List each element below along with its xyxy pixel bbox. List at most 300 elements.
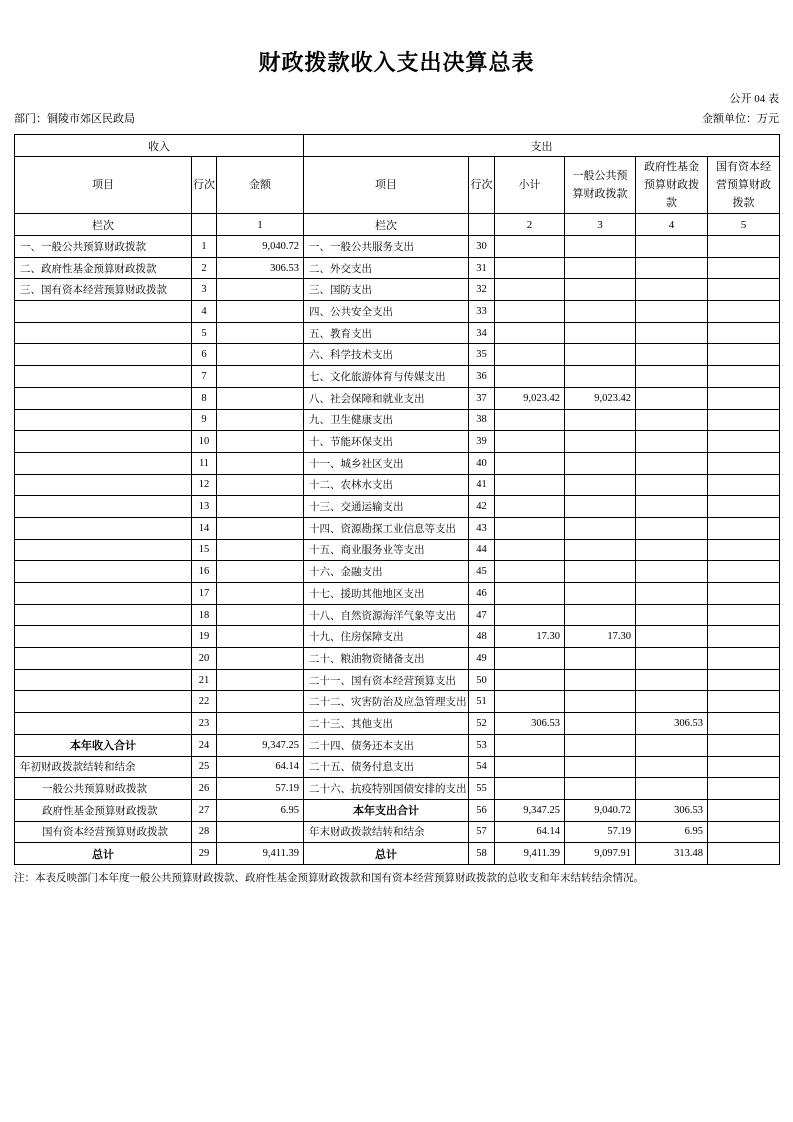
expense-govfund-cell [636,691,708,713]
table-row [15,669,780,691]
expense-general-cell [565,561,636,583]
income-rowno-cell: 22 [192,691,217,713]
expense-govfund-cell: 313.48 [636,843,708,865]
expense-general-cell [565,322,636,344]
expense-general-cell [565,366,636,388]
expense-general-cell [565,669,636,691]
income-rowno-cell: 19 [192,626,217,648]
expense-item-cell: 十五、商业服务业等支出 [304,539,469,561]
expense-general-cell [565,583,636,605]
income-item-cell [15,322,192,344]
income-section-header: 收入 [15,135,304,157]
col-general-budget: 一般公共预算财政拨款 [565,157,636,214]
income-amount-cell: 9,347.25 [217,734,304,756]
expense-general-cell [565,279,636,301]
expense-statecapital-cell [708,648,780,670]
table-row [15,734,780,756]
table-row [15,626,780,648]
expense-rowno-cell: 55 [469,778,495,800]
income-amount-cell [217,474,304,496]
table-row [15,236,780,258]
expense-rowno-cell: 53 [469,734,495,756]
income-amount-cell [217,322,304,344]
expense-item-cell: 年末财政拨款结转和结余 [304,821,469,843]
col-num-1: 1 [217,214,304,236]
col-gov-fund: 政府性基金预算财政拨款 [636,157,708,214]
expense-subtotal-cell: 306.53 [495,713,565,735]
table-row [15,691,780,713]
income-amount-cell [217,452,304,474]
table-row [15,387,780,409]
expense-subtotal-cell: 64.14 [495,821,565,843]
expense-rowno-cell: 48 [469,626,495,648]
income-item-cell [15,561,192,583]
income-rowno-cell: 27 [192,799,217,821]
income-amount-cell: 306.53 [217,257,304,279]
expense-govfund-cell [636,583,708,605]
lanci-expense-blank [469,214,495,236]
income-item-cell [15,474,192,496]
expense-govfund-cell [636,409,708,431]
income-item-cell [15,496,192,518]
expense-subtotal-cell [495,496,565,518]
expense-rowno-cell: 41 [469,474,495,496]
income-item-cell [15,387,192,409]
income-item-cell [15,431,192,453]
table-row [15,431,780,453]
expense-subtotal-cell [495,669,565,691]
income-rowno-cell: 24 [192,734,217,756]
expense-item-cell: 二十六、抗疫特别国债安排的支出 [304,778,469,800]
table-row [15,517,780,539]
expense-item-cell: 九、卫生健康支出 [304,409,469,431]
expense-general-cell [565,409,636,431]
lanci-income-blank [192,214,217,236]
table-row [15,778,780,800]
expense-subtotal-cell [495,648,565,670]
expense-rowno-cell: 37 [469,387,495,409]
expense-govfund-cell [636,561,708,583]
table-row [15,561,780,583]
income-rowno-cell: 21 [192,669,217,691]
expense-govfund-cell [636,669,708,691]
table-row [15,756,780,778]
income-item-cell [15,452,192,474]
expense-general-cell [565,691,636,713]
department-label: 部门：铜陵市郊区民政局 [14,113,135,125]
expense-govfund-cell [636,344,708,366]
expense-govfund-cell [636,322,708,344]
expense-subtotal-cell: 17.30 [495,626,565,648]
expense-subtotal-cell [495,366,565,388]
expense-item-cell: 一、一般公共服务支出 [304,236,469,258]
expense-general-cell [565,604,636,626]
lanci-income: 栏次 [15,214,192,236]
expense-statecapital-cell [708,539,780,561]
table-row [15,799,780,821]
expense-govfund-cell [636,474,708,496]
expense-general-cell [565,778,636,800]
expense-govfund-cell: 6.95 [636,821,708,843]
income-rowno-cell: 12 [192,474,217,496]
expense-item-cell: 十九、住房保障支出 [304,626,469,648]
income-amount-cell: 9,040.72 [217,236,304,258]
expense-item-cell: 十八、自然资源海洋气象等支出 [304,604,469,626]
expense-rowno-cell: 54 [469,756,495,778]
expense-subtotal-cell [495,517,565,539]
income-amount-cell: 57.19 [217,778,304,800]
income-amount-cell [217,301,304,323]
table-body [15,236,780,865]
expense-govfund-cell [636,756,708,778]
expense-statecapital-cell [708,756,780,778]
page-title: 财政拨款收入支出决算总表 [258,50,535,75]
expense-general-cell [565,539,636,561]
expense-rowno-cell: 45 [469,561,495,583]
expense-subtotal-cell [495,778,565,800]
table-row [15,409,780,431]
income-amount-cell [217,496,304,518]
col-expense-rowno: 行次 [469,157,495,214]
expense-rowno-cell: 32 [469,279,495,301]
expense-item-cell: 十二、农林水支出 [304,474,469,496]
expense-item-cell: 十六、金融支出 [304,561,469,583]
expense-statecapital-cell [708,387,780,409]
table-row [15,583,780,605]
income-item-cell: 政府性基金预算财政拨款 [15,799,192,821]
expense-rowno-cell: 56 [469,799,495,821]
expense-general-cell [565,648,636,670]
income-amount-cell [217,821,304,843]
expense-general-cell: 9,097.91 [565,843,636,865]
expense-rowno-cell: 58 [469,843,495,865]
col-num-4: 4 [636,214,708,236]
expense-item-cell: 本年支出合计 [304,799,469,821]
budget-table [14,134,780,865]
expense-subtotal-cell [495,236,565,258]
expense-rowno-cell: 50 [469,669,495,691]
expense-subtotal-cell [495,409,565,431]
table-row [15,257,780,279]
income-rowno-cell: 13 [192,496,217,518]
income-item-cell: 三、国有资本经营预算财政拨款 [15,279,192,301]
expense-subtotal-cell [495,604,565,626]
expense-item-cell: 十四、资源勘探工业信息等支出 [304,517,469,539]
expense-subtotal-cell [495,691,565,713]
income-item-cell [15,301,192,323]
expense-govfund-cell [636,496,708,518]
expense-item-cell: 二十五、债务付息支出 [304,756,469,778]
expense-govfund-cell [636,257,708,279]
income-amount-cell [217,691,304,713]
unit-label: 金额单位：万元 [702,113,779,125]
income-amount-cell [217,713,304,735]
expense-general-cell [565,301,636,323]
expense-statecapital-cell [708,691,780,713]
expense-item-cell: 六、科学技术支出 [304,344,469,366]
expense-govfund-cell [636,539,708,561]
income-amount-cell [217,583,304,605]
income-amount-cell [217,561,304,583]
income-rowno-cell: 10 [192,431,217,453]
expense-statecapital-cell [708,843,780,865]
expense-statecapital-cell [708,452,780,474]
income-item-cell [15,691,192,713]
table-row [15,474,780,496]
expense-item-cell: 二、外交支出 [304,257,469,279]
expense-general-cell: 57.19 [565,821,636,843]
expense-item-cell: 七、文化旅游体育与传媒支出 [304,366,469,388]
income-item-cell [15,539,192,561]
expense-item-cell: 十七、援助其他地区支出 [304,583,469,605]
expense-item-cell: 十、节能环保支出 [304,431,469,453]
expense-section-header: 支出 [304,135,780,157]
expense-govfund-cell [636,452,708,474]
col-num-2: 2 [495,214,565,236]
expense-rowno-cell: 49 [469,648,495,670]
expense-rowno-cell: 42 [469,496,495,518]
income-rowno-cell: 18 [192,604,217,626]
income-rowno-cell: 20 [192,648,217,670]
expense-subtotal-cell [495,279,565,301]
expense-rowno-cell: 52 [469,713,495,735]
income-item-cell [15,626,192,648]
expense-statecapital-cell [708,517,780,539]
income-rowno-cell: 23 [192,713,217,735]
expense-subtotal-cell: 9,023.42 [495,387,565,409]
footnote: 注：本表反映部门本年度一般公共预算财政拨款、政府性基金预算财政拨款和国有资本经营预算财政拨款的总收支和年末结转结余情况。 [14,872,644,884]
income-rowno-cell: 3 [192,279,217,301]
income-rowno-cell: 2 [192,257,217,279]
expense-statecapital-cell [708,474,780,496]
expense-statecapital-cell [708,409,780,431]
expense-govfund-cell [636,366,708,388]
expense-subtotal-cell [495,452,565,474]
expense-item-cell: 二十三、其他支出 [304,713,469,735]
expense-govfund-cell [636,387,708,409]
income-amount-cell [217,517,304,539]
income-rowno-cell: 11 [192,452,217,474]
expense-statecapital-cell [708,257,780,279]
expense-statecapital-cell [708,301,780,323]
income-amount-cell: 6.95 [217,799,304,821]
expense-statecapital-cell [708,561,780,583]
income-item-cell [15,669,192,691]
expense-subtotal-cell [495,539,565,561]
income-amount-cell [217,604,304,626]
expense-general-cell [565,452,636,474]
expense-rowno-cell: 51 [469,691,495,713]
expense-item-cell: 二十一、国有资本经营预算支出 [304,669,469,691]
income-item-cell: 二、政府性基金预算财政拨款 [15,257,192,279]
expense-govfund-cell: 306.53 [636,713,708,735]
expense-general-cell [565,236,636,258]
col-num-3: 3 [565,214,636,236]
income-amount-cell [217,626,304,648]
income-rowno-cell: 29 [192,843,217,865]
income-amount-cell [217,366,304,388]
income-item-cell: 国有资本经营预算财政拨款 [15,821,192,843]
expense-subtotal-cell [495,756,565,778]
income-item-cell: 一、一般公共预算财政拨款 [15,236,192,258]
expense-rowno-cell: 40 [469,452,495,474]
table-row [15,496,780,518]
table-row [15,452,780,474]
expense-general-cell [565,344,636,366]
col-subtotal: 小计 [495,157,565,214]
income-rowno-cell: 4 [192,301,217,323]
expense-govfund-cell [636,648,708,670]
expense-govfund-cell [636,301,708,323]
expense-rowno-cell: 57 [469,821,495,843]
income-item-cell [15,583,192,605]
expense-statecapital-cell [708,778,780,800]
expense-subtotal-cell [495,322,565,344]
income-amount-cell [217,648,304,670]
expense-general-cell [565,257,636,279]
expense-statecapital-cell [708,236,780,258]
expense-rowno-cell: 47 [469,604,495,626]
expense-item-cell: 十一、城乡社区支出 [304,452,469,474]
income-item-cell [15,344,192,366]
col-state-capital: 国有资本经营预算财政拨款 [708,157,780,214]
expense-govfund-cell [636,778,708,800]
lanci-expense: 栏次 [304,214,469,236]
expense-item-cell: 二十四、债务还本支出 [304,734,469,756]
expense-general-cell [565,496,636,518]
expense-subtotal-cell [495,431,565,453]
expense-rowno-cell: 44 [469,539,495,561]
expense-item-cell: 三、国防支出 [304,279,469,301]
income-rowno-cell: 8 [192,387,217,409]
expense-rowno-cell: 31 [469,257,495,279]
income-item-cell [15,366,192,388]
col-income-item: 项目 [15,157,192,214]
expense-subtotal-cell [495,301,565,323]
expense-govfund-cell [636,279,708,301]
expense-subtotal-cell [495,257,565,279]
expense-govfund-cell [636,626,708,648]
income-rowno-cell: 26 [192,778,217,800]
income-amount-cell: 64.14 [217,756,304,778]
expense-govfund-cell [636,604,708,626]
expense-rowno-cell: 33 [469,301,495,323]
expense-statecapital-cell [708,583,780,605]
expense-statecapital-cell [708,821,780,843]
expense-rowno-cell: 43 [469,517,495,539]
income-rowno-cell: 25 [192,756,217,778]
income-rowno-cell: 16 [192,561,217,583]
col-income-rowno: 行次 [192,157,217,214]
table-row [15,821,780,843]
income-amount-cell [217,387,304,409]
income-item-cell: 总计 [15,843,192,865]
expense-subtotal-cell: 9,411.39 [495,843,565,865]
col-num-5: 5 [708,214,780,236]
income-amount-cell [217,409,304,431]
expense-statecapital-cell [708,604,780,626]
expense-item-cell: 四、公共安全支出 [304,301,469,323]
expense-govfund-cell [636,734,708,756]
table-row [15,366,780,388]
income-item-cell [15,648,192,670]
income-rowno-cell: 6 [192,344,217,366]
income-item-cell [15,409,192,431]
expense-general-cell: 17.30 [565,626,636,648]
income-rowno-cell: 1 [192,236,217,258]
expense-rowno-cell: 30 [469,236,495,258]
expense-statecapital-cell [708,279,780,301]
expense-statecapital-cell [708,626,780,648]
expense-govfund-cell [636,236,708,258]
expense-statecapital-cell [708,734,780,756]
income-amount-cell: 9,411.39 [217,843,304,865]
expense-subtotal-cell [495,344,565,366]
table-row [15,843,780,865]
table-row [15,301,780,323]
expense-statecapital-cell [708,344,780,366]
expense-statecapital-cell [708,713,780,735]
expense-subtotal-cell [495,734,565,756]
expense-item-cell: 二十二、灾害防治及应急管理支出 [304,691,469,713]
expense-general-cell [565,713,636,735]
column-number-row [15,214,780,236]
table-row [15,539,780,561]
table-row [15,713,780,735]
expense-rowno-cell: 39 [469,431,495,453]
expense-item-cell: 八、社会保障和就业支出 [304,387,469,409]
expense-rowno-cell: 36 [469,366,495,388]
expense-general-cell [565,734,636,756]
income-rowno-cell: 15 [192,539,217,561]
table-code: 公开 04 表 [729,93,779,105]
expense-general-cell: 9,023.42 [565,387,636,409]
expense-item-cell: 总计 [304,843,469,865]
expense-statecapital-cell [708,669,780,691]
income-item-cell [15,517,192,539]
expense-general-cell [565,474,636,496]
section-header-row [15,135,780,157]
expense-subtotal-cell: 9,347.25 [495,799,565,821]
income-amount-cell [217,539,304,561]
income-item-cell: 一般公共预算财政拨款 [15,778,192,800]
income-amount-cell [217,344,304,366]
expense-govfund-cell [636,517,708,539]
col-expense-item: 项目 [304,157,469,214]
col-income-amount: 金额 [217,157,304,214]
income-item-cell [15,713,192,735]
income-item-cell: 本年收入合计 [15,734,192,756]
expense-item-cell: 十三、交通运输支出 [304,496,469,518]
expense-statecapital-cell [708,431,780,453]
table-row [15,279,780,301]
expense-statecapital-cell [708,496,780,518]
expense-statecapital-cell [708,366,780,388]
expense-subtotal-cell [495,474,565,496]
expense-subtotal-cell [495,583,565,605]
meta-row [14,110,779,126]
expense-rowno-cell: 38 [469,409,495,431]
expense-general-cell [565,431,636,453]
income-amount-cell [217,669,304,691]
income-rowno-cell: 5 [192,322,217,344]
income-item-cell: 年初财政拨款结转和结余 [15,756,192,778]
expense-rowno-cell: 35 [469,344,495,366]
expense-general-cell [565,756,636,778]
expense-rowno-cell: 34 [469,322,495,344]
expense-general-cell: 9,040.72 [565,799,636,821]
income-rowno-cell: 17 [192,583,217,605]
